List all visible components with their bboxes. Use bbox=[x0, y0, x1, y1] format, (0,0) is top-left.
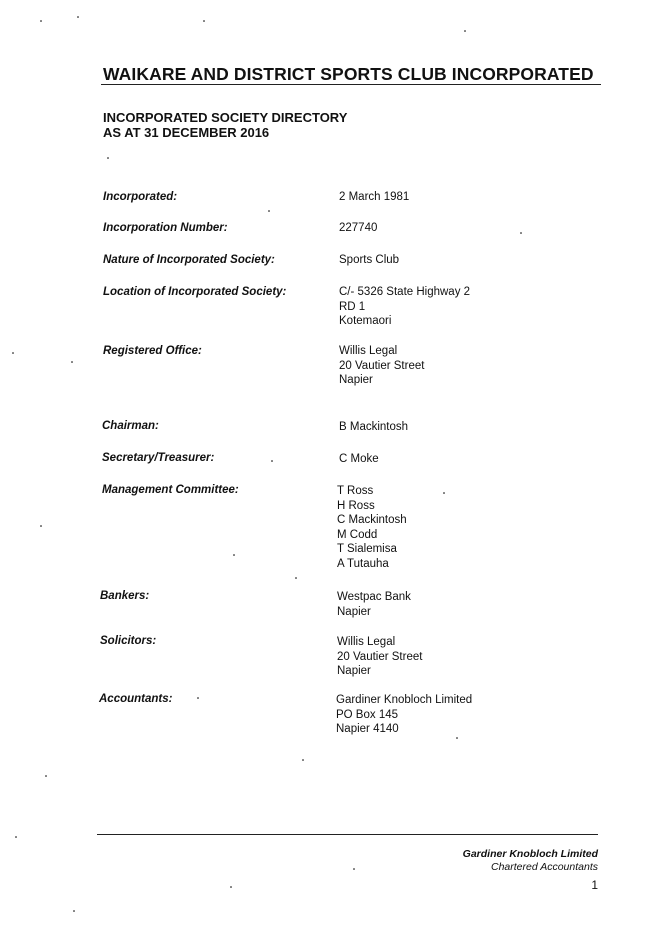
label-location: Location of Incorporated Society: bbox=[103, 286, 287, 298]
value-management-committee bbox=[337, 484, 407, 572]
scan-speck bbox=[443, 492, 445, 494]
label-accountants: Accountants: bbox=[99, 693, 173, 705]
value-registered-office bbox=[339, 344, 424, 388]
value-line: H Ross bbox=[337, 499, 375, 512]
scan-speck bbox=[73, 910, 75, 912]
value-chairman bbox=[339, 420, 408, 435]
value-line: Napier bbox=[339, 374, 373, 387]
footer-firm bbox=[463, 848, 598, 873]
label-management-committee: Management Committee: bbox=[102, 484, 239, 496]
label-incorporated: Incorporated: bbox=[103, 191, 178, 203]
scan-speck bbox=[233, 554, 235, 556]
scan-speck bbox=[456, 737, 458, 739]
value-line: A Tutauha bbox=[337, 557, 389, 570]
value-line: T Ross bbox=[337, 485, 374, 497]
scan-speck bbox=[464, 30, 466, 32]
label-nature: Nature of Incorporated Society: bbox=[103, 254, 275, 266]
value-line: C/- 5326 State Highway 2 bbox=[339, 286, 471, 298]
scan-speck bbox=[353, 868, 355, 870]
value-line: B Mackintosh bbox=[339, 421, 409, 433]
scan-speck bbox=[12, 352, 14, 354]
label-chairman: Chairman: bbox=[102, 420, 159, 432]
label-bankers: Bankers: bbox=[100, 590, 150, 602]
scan-speck bbox=[203, 20, 205, 22]
scan-speck bbox=[107, 157, 109, 159]
title-underline bbox=[101, 84, 601, 85]
value-line: 227740 bbox=[339, 222, 378, 234]
scan-speck bbox=[197, 697, 199, 699]
value-bankers bbox=[337, 590, 411, 619]
label-solicitors: Solicitors: bbox=[100, 635, 157, 647]
value-line: PO Box 145 bbox=[336, 708, 399, 721]
scan-speck bbox=[77, 16, 79, 18]
value-line: Napier bbox=[337, 665, 371, 678]
value-solicitors bbox=[337, 635, 422, 679]
footer-firm-type: Chartered Accountants bbox=[490, 860, 598, 873]
value-line: T Sialemisa bbox=[337, 543, 397, 556]
document-subtitle bbox=[103, 110, 347, 140]
scan-speck bbox=[302, 759, 304, 761]
scan-speck bbox=[45, 775, 47, 777]
scan-speck bbox=[295, 577, 297, 579]
value-line: Napier bbox=[337, 605, 371, 618]
document-title: WAIKARE AND DISTRICT SPORTS CLUB INCORPORATED bbox=[103, 64, 594, 84]
label-registered-office: Registered Office: bbox=[103, 345, 202, 357]
value-nature bbox=[339, 253, 399, 268]
value-line: Willis Legal bbox=[337, 636, 396, 648]
value-incorporated bbox=[339, 190, 409, 205]
subtitle-line-2: AS AT 31 DECEMBER 2016 bbox=[103, 125, 270, 140]
value-location bbox=[339, 285, 470, 329]
value-incorporation-number bbox=[339, 221, 377, 236]
value-line: Napier 4140 bbox=[336, 723, 399, 736]
scan-speck bbox=[271, 460, 273, 462]
value-line: 20 Vautier Street bbox=[339, 359, 425, 372]
scan-speck bbox=[520, 232, 522, 234]
page-number: 1 bbox=[591, 878, 598, 892]
value-line: Willis Legal bbox=[339, 345, 398, 357]
value-secretary-treasurer bbox=[339, 452, 379, 467]
value-line: C Mackintosh bbox=[337, 514, 407, 527]
value-line: Kotemaori bbox=[339, 315, 392, 328]
footer-firm-name: Gardiner Knobloch Limited bbox=[462, 848, 598, 860]
value-line: Sports Club bbox=[339, 254, 400, 266]
value-line: M Codd bbox=[337, 528, 378, 541]
scan-speck bbox=[40, 20, 42, 22]
value-line: Gardiner Knobloch Limited bbox=[336, 694, 473, 706]
value-line: RD 1 bbox=[339, 300, 366, 313]
scan-speck bbox=[230, 886, 232, 888]
footer-rule bbox=[97, 834, 598, 835]
scan-speck bbox=[15, 836, 17, 838]
value-accountants bbox=[336, 693, 472, 737]
subtitle-line-1: INCORPORATED SOCIETY DIRECTORY bbox=[103, 110, 348, 125]
label-secretary-treasurer: Secretary/Treasurer: bbox=[102, 452, 215, 464]
scan-speck bbox=[40, 525, 42, 527]
value-line: Westpac Bank bbox=[337, 591, 411, 603]
label-incorporation-number: Incorporation Number: bbox=[103, 222, 228, 234]
scan-speck bbox=[71, 361, 73, 363]
value-line: 2 March 1981 bbox=[339, 191, 410, 203]
value-line: 20 Vautier Street bbox=[337, 650, 423, 663]
scan-speck bbox=[268, 210, 270, 212]
value-line: C Moke bbox=[339, 453, 379, 465]
